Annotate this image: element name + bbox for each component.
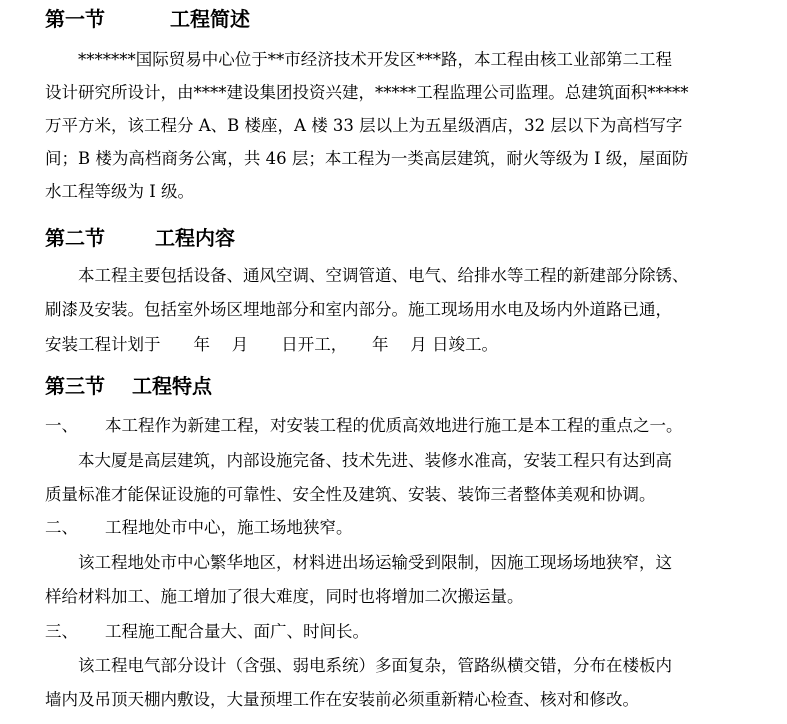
- point-3: [45, 620, 369, 644]
- point-3-text: 工程施工配合量大、面广、时间长。: [105, 622, 369, 641]
- section-1-line-2: 设计研究所设计，由****建设集团投资兴建，*****工程监理公司监理。总建筑面积*****: [45, 83, 689, 102]
- section-1-line-5: 水工程等级为 I 级。: [45, 182, 195, 201]
- point-1-line-2: 质量标准才能保证设施的可靠性、安全性及建筑、安装、装饰三者整体美观和协调。: [45, 485, 656, 504]
- point-3-line-2: 墙内及吊顶天棚内敷设，大量预埋工作在安装前必须重新精心检查、核对和修改。: [45, 690, 639, 709]
- point-2-line-2: 样给材料加工、施工增加了很大难度，同时也将增加二次搬运量。: [45, 587, 524, 606]
- section-2-line-1: 本工程主要包括设备、通风空调、空调管道、电气、给排水等工程的新建部分除锈、: [78, 266, 689, 285]
- point-1-marker: 一、: [45, 416, 78, 435]
- point-1-text: 本工程作为新建工程，对安装工程的优质高效地进行施工是本工程的重点之一。: [105, 416, 683, 435]
- point-2-marker: 二、: [45, 518, 78, 537]
- section-2-title: 工程内容: [155, 226, 235, 250]
- point-3-marker: 三、: [45, 622, 78, 641]
- section-2-number: 第二节: [45, 226, 105, 250]
- section-1-line-1: *******国际贸易中心位于**市经济技术开发区***路，本工程由核工业部第二工程: [78, 50, 672, 69]
- section-1-number: 第一节: [45, 7, 105, 31]
- point-2-line-1: 该工程地处市中心繁华地区，材料进出场运输受到限制，因施工现场场地狭窄，这: [78, 553, 672, 572]
- section-2-line-2: 刷漆及安装。包括室外场区埋地部分和室内部分。施工现场用水电及场内外道路已通，: [45, 300, 672, 319]
- point-2-text: 工程地处市中心，施工场地狭窄。: [105, 518, 353, 537]
- section-2-heading: [45, 224, 235, 252]
- section-1-line-4: 间；B 楼为高档商务公寓，共 46 层；本工程为一类高层建筑，耐火等级为 I 级，屋面防: [45, 149, 689, 168]
- point-2: [45, 516, 353, 540]
- section-3-title: 工程特点: [132, 374, 212, 398]
- section-2-line-3: 安装工程计划于 年 月 日开工， 年 月 日竣工。: [45, 335, 498, 354]
- section-1-line-3: 万平方米，该工程分 A、B 楼座，A 楼 33 层以上为五星级酒店，32 层以下为高档写字: [45, 116, 683, 135]
- point-3-line-1: 该工程电气部分设计（含强、弱电系统）多面复杂，管路纵横交错，分布在楼板内: [78, 656, 672, 675]
- section-3-number: 第三节: [45, 374, 105, 398]
- point-1-line-1: 本大厦是高层建筑，内部设施完备、技术先进、装修水准高，安装工程只有达到高: [78, 451, 672, 470]
- section-3-heading: [45, 372, 212, 400]
- section-1-title: 工程简述: [170, 7, 250, 31]
- point-1: [45, 414, 683, 438]
- section-1-heading: [45, 5, 250, 33]
